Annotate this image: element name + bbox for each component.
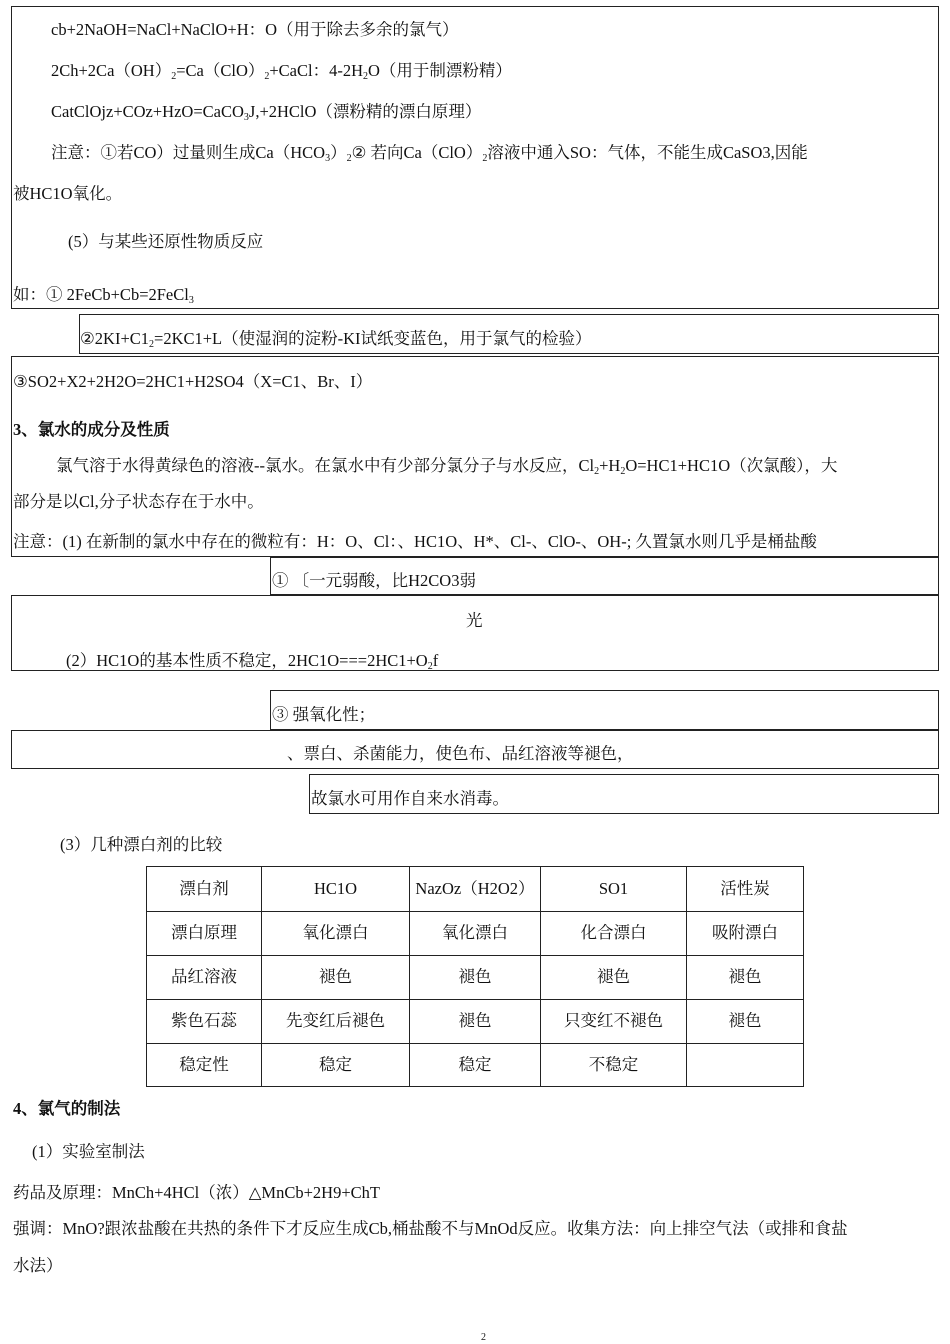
table-cell: 稳定 <box>262 1044 410 1087</box>
table-row <box>147 1000 804 1044</box>
note-continuation: 被HC1O氧化。 <box>13 184 123 203</box>
table-header-cell: NazOz（H2O2） <box>410 867 541 912</box>
eq-naoh: cb+2NaOH=NaCl+NaClO+H：O（用于除去多余的氯气） <box>51 20 459 39</box>
oxidizing-text: ③ 强氧化性； <box>272 705 376 724</box>
section-heading-preparation: 4、氯气的制法 <box>13 1099 121 1118</box>
table-cell: 漂白原理 <box>147 912 262 956</box>
example-fecl: 如：① 2FeCb+Cb=2FeCl$_3$ <box>13 285 194 306</box>
weak-acid-text: ① 〔一元弱酸，比H2CO3弱 <box>272 571 476 590</box>
eq-bleach-powder: $2Ch+2Ca(OH)_2=Ca(ClO)_2+CaCl$：$4-2H_2O$（用于制漂粉精） <box>51 61 512 82</box>
table-cell: 稳定 <box>410 1044 541 1087</box>
table-cell <box>687 1044 804 1087</box>
table-cell: 褪色 <box>541 956 687 1000</box>
table-header-cell: HC1O <box>262 867 410 912</box>
table-cell: 氧化漂白 <box>262 912 410 956</box>
bleach-effect-text: 、票白、杀菌能力，使色布、品红溶液等褪色， <box>287 744 634 763</box>
table-header-cell: 活性炭 <box>687 867 804 912</box>
table-cell: 不稳定 <box>541 1044 687 1087</box>
eq-ki: $②2KI+C1_2=2KC1+L$（使湿润的淀粉-KI试纸变蓝色，用于氯气的检验） <box>80 329 592 350</box>
note-co2: 注意：①若CO）过量则生成$Ca(HCO_3)_2②$ 若向$Ca(ClO)_2$溶液中通入SO：气体，不能生成CaSO3,因能 <box>51 143 808 164</box>
table-header-cell: SO1 <box>541 867 687 912</box>
table-cell: 氧化漂白 <box>410 912 541 956</box>
bleach-comparison-table <box>146 866 804 1087</box>
item-reducing-reactions: (5）与某些还原性物质反应 <box>68 232 264 251</box>
table-cell: 紫色石蕊 <box>147 1000 262 1044</box>
table-cell: 化合漂白 <box>541 912 687 956</box>
eq-so2: ③SO2+X2+2H2O=2HC1+H2SO4（X=C1、Br、I） <box>13 372 373 391</box>
hclo-decomposition: (2）HC1O的基本性质不稳定，$2HC1O===2HC1+O_2f$ <box>66 651 439 672</box>
emphasis-text: 强调：MnO?跟浓盐酸在共热的条件下才反应生成Cb,桶盐酸不与MnOd反应。收集方法：向上排空气法（或排和食盐 <box>13 1219 848 1238</box>
chlorine-water-paragraph: 氯气溶于水得黄绿色的溶液--氯水。在氯水中有少部分氯分子与水反应，$Cl_2+H_2O=HC1+HC1O$（次氯酸），大 <box>56 456 838 477</box>
table-cell: 褪色 <box>262 956 410 1000</box>
page-number: 2 <box>481 1332 486 1343</box>
note-particles: 注意：(1) 在新制的氯水中存在的微粒有：H：O、Cl：、HC1O、H*、Cl-、ClO-、OH-; 久置氯水则几乎是桶盐酸 <box>13 532 817 551</box>
light-condition: 光 <box>466 611 483 630</box>
table-cell: 褪色 <box>687 956 804 1000</box>
table-cell: 只变红不褪色 <box>541 1000 687 1044</box>
table-row <box>147 1044 804 1087</box>
table-header-row <box>147 867 804 912</box>
disinfect-text: 故氯水可用作自来水消毒。 <box>311 789 509 808</box>
reagents-principle: 药品及原理：MnCh+4HCl（浓）△MnCb+2H9+ChT <box>13 1183 380 1202</box>
chlorine-water-paragraph-cont: 部分是以Cl,分子状态存在于水中。 <box>13 492 264 511</box>
table-cell: 吸附漂白 <box>687 912 804 956</box>
table-row <box>147 956 804 1000</box>
lab-method-heading: (1）实验室制法 <box>32 1142 145 1161</box>
table-cell: 褪色 <box>410 956 541 1000</box>
eq-bleach-principle: CatClOjz+COz+HzO=CaCO$_3$J,+2HClO（漂粉精的漂白原理） <box>51 102 482 123</box>
emphasis-text-cont: 水法） <box>13 1256 63 1275</box>
comparison-title: (3）几种漂白剂的比较 <box>60 835 223 854</box>
table-cell: 品红溶液 <box>147 956 262 1000</box>
table-header-cell: 漂白剂 <box>147 867 262 912</box>
table-cell: 褪色 <box>410 1000 541 1044</box>
table-cell: 先变红后褪色 <box>262 1000 410 1044</box>
section-heading-chlorine-water: 3、氯水的成分及性质 <box>13 420 170 439</box>
table-cell: 褪色 <box>687 1000 804 1044</box>
table-row <box>147 912 804 956</box>
table-cell: 稳定性 <box>147 1044 262 1087</box>
